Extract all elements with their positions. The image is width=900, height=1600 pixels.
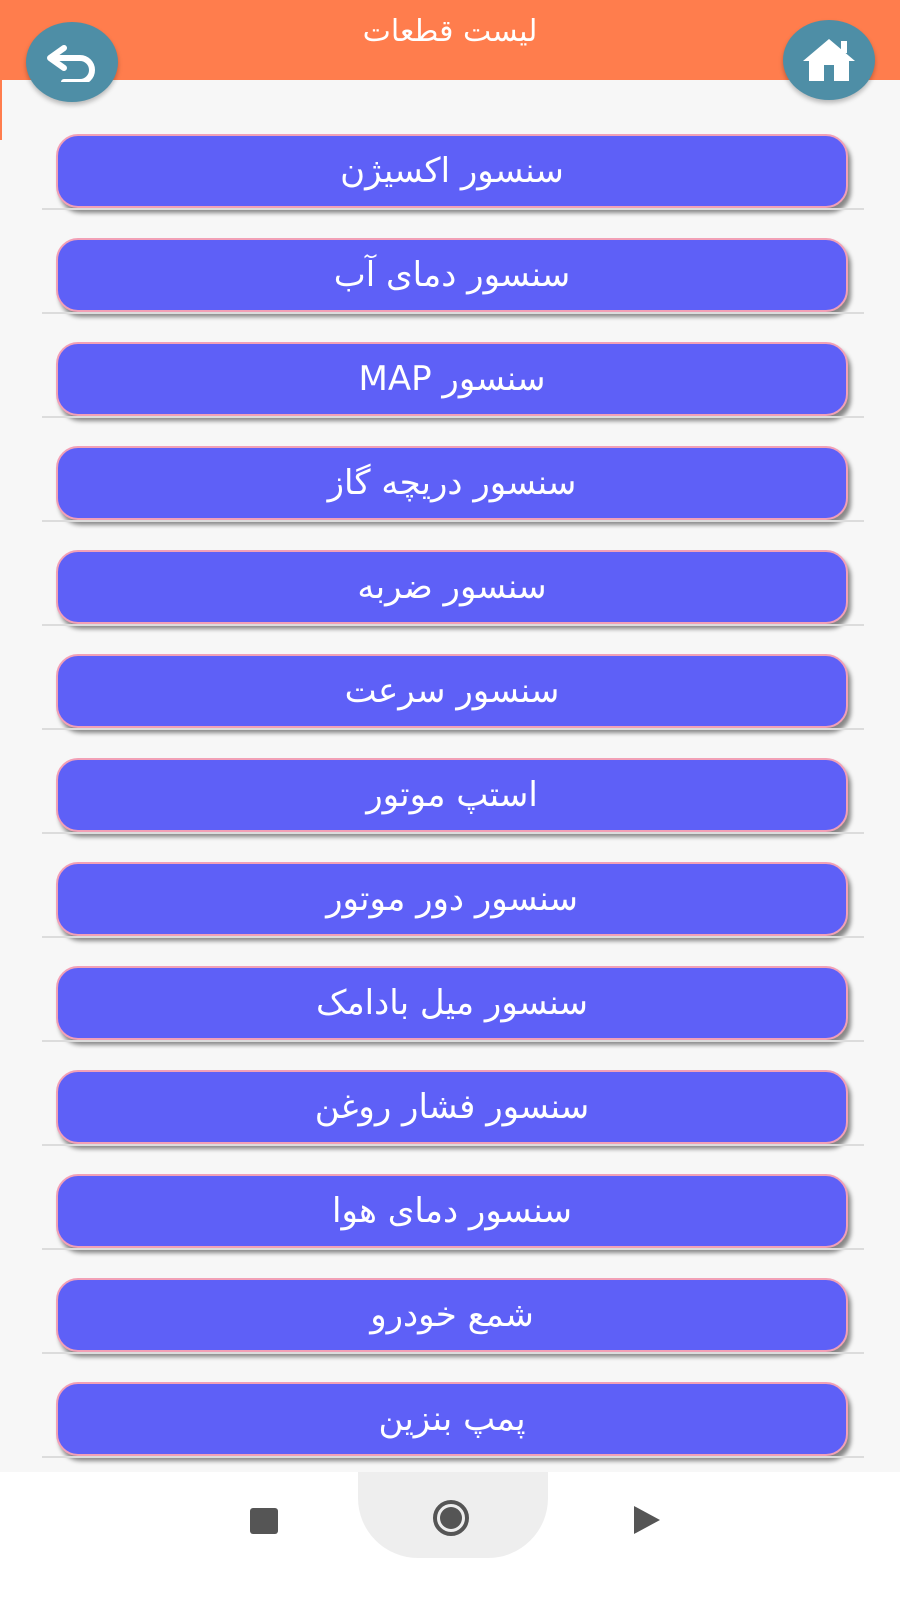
square-recents-icon[interactable]	[250, 1508, 278, 1534]
list-item	[42, 728, 864, 834]
list-item	[42, 1352, 864, 1458]
part-label: سنسور دور موتور	[326, 879, 578, 919]
part-button[interactable]	[56, 758, 848, 832]
list-divider	[42, 1456, 864, 1458]
part-button[interactable]	[56, 550, 848, 624]
page-title: لیست قطعات	[362, 14, 538, 49]
part-button[interactable]	[56, 1070, 848, 1144]
part-label: استپ موتور	[366, 775, 538, 815]
parts-list[interactable]	[0, 80, 900, 1472]
list-item	[42, 208, 864, 314]
triangle-back-icon[interactable]	[634, 1506, 660, 1534]
part-button[interactable]	[56, 654, 848, 728]
circle-home-dot	[440, 1507, 462, 1529]
list-item	[42, 104, 864, 210]
part-button[interactable]	[56, 966, 848, 1040]
circle-home-icon[interactable]	[433, 1500, 469, 1536]
list-item	[42, 936, 864, 1042]
part-label: سنسور ضربه	[357, 567, 547, 607]
part-label: سنسور MAP	[358, 359, 546, 399]
app-header	[0, 0, 900, 80]
list-item	[42, 312, 864, 418]
part-button[interactable]	[56, 1278, 848, 1352]
list-item	[42, 624, 864, 730]
list-item	[42, 1040, 864, 1146]
home-icon	[799, 35, 859, 85]
part-label: سنسور اکسیژن	[340, 151, 564, 191]
list-item	[42, 832, 864, 938]
part-button[interactable]	[56, 342, 848, 416]
part-button[interactable]	[56, 1382, 848, 1456]
part-label: سنسور سرعت	[344, 671, 560, 711]
part-label: سنسور دریچه گاز	[327, 463, 577, 503]
part-label: سنسور میل بادامک	[316, 983, 588, 1023]
part-button[interactable]	[56, 446, 848, 520]
part-label: شمع خودرو	[370, 1295, 534, 1335]
part-button[interactable]	[56, 862, 848, 936]
list-item	[42, 416, 864, 522]
part-label: سنسور دمای آب	[333, 255, 571, 295]
list-item	[42, 1144, 864, 1250]
part-label: پمپ بنزین	[378, 1399, 526, 1439]
system-navigation-bar	[0, 1472, 900, 1600]
part-label: سنسور دمای هوا	[332, 1191, 572, 1231]
list-item	[42, 1248, 864, 1354]
part-button[interactable]	[56, 238, 848, 312]
part-button[interactable]	[56, 1174, 848, 1248]
part-button[interactable]	[56, 134, 848, 208]
back-arrow-icon	[44, 42, 100, 82]
part-label: سنسور فشار روغن	[314, 1087, 590, 1127]
list-item	[42, 520, 864, 626]
